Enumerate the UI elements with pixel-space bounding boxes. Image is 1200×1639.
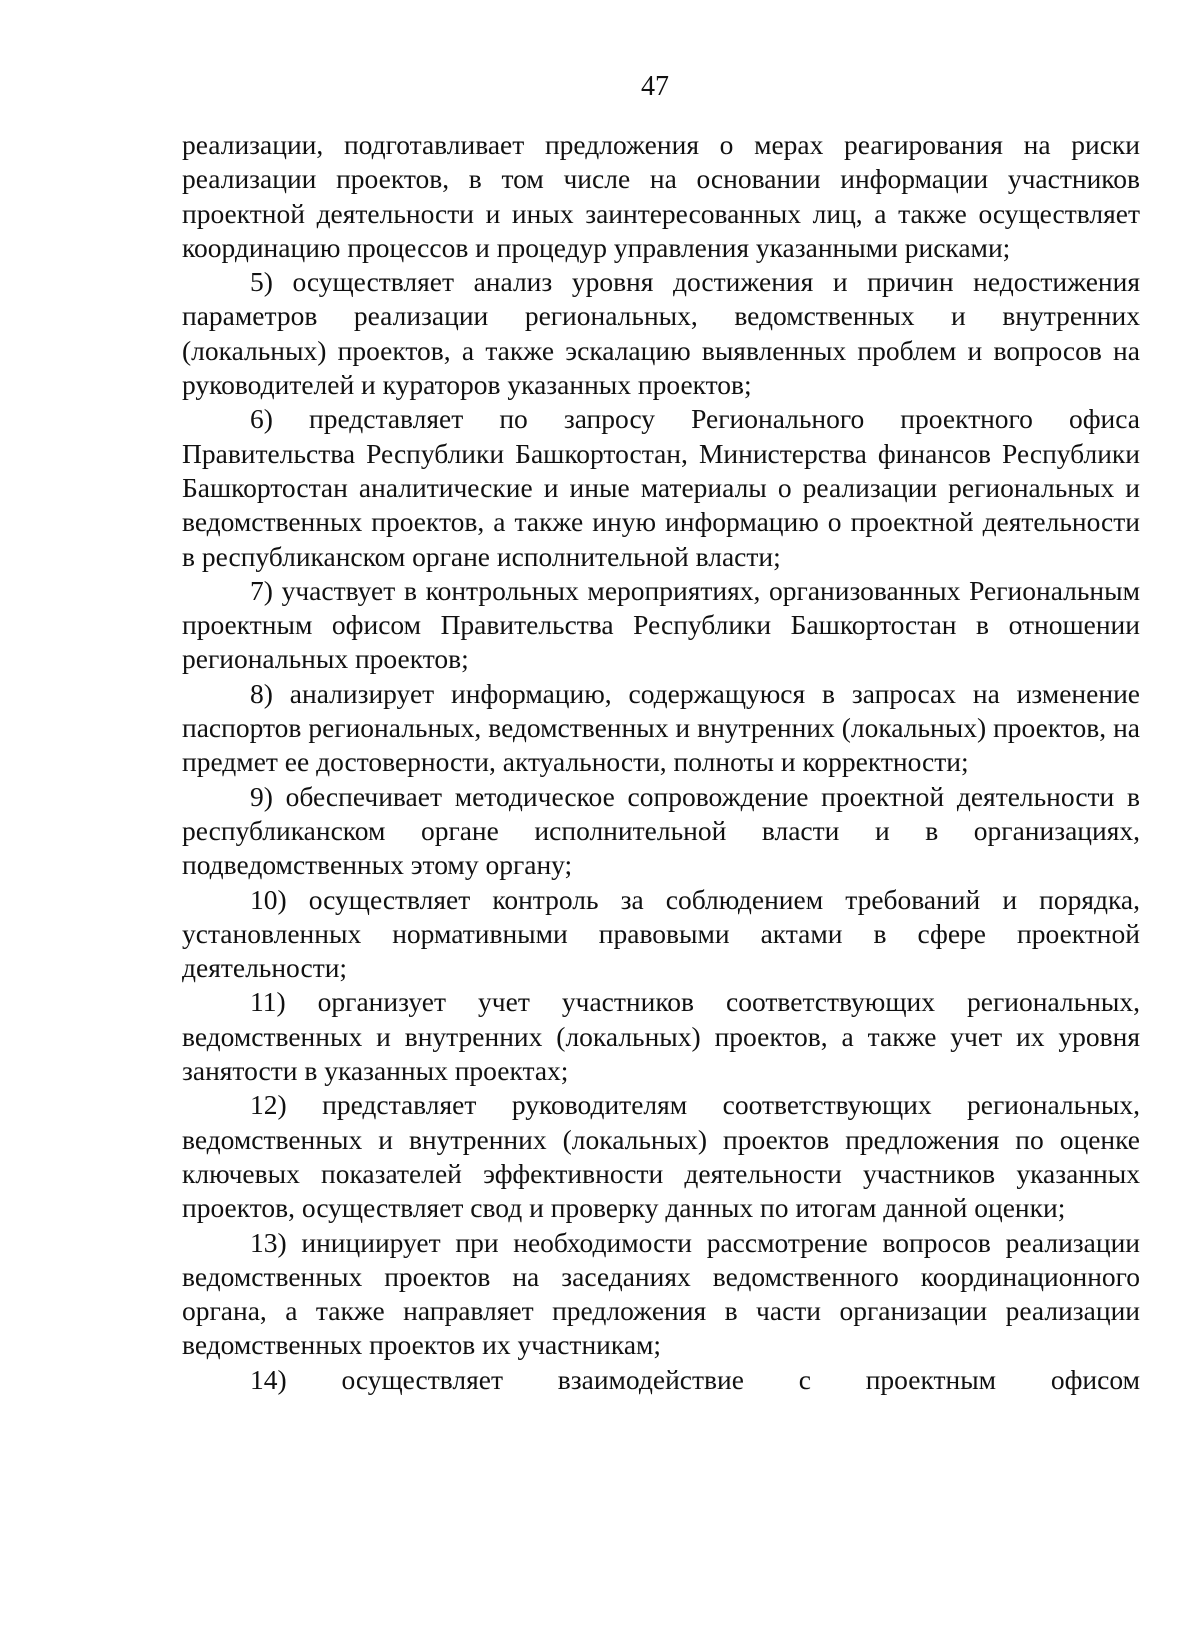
paragraph-item-7: 7) участвует в контрольных мероприятиях, организованных Региональным проектным офисом Правительства Республики Башкортостан в отношении региональных проектов;	[182, 574, 1140, 675]
page-number: 47	[641, 71, 669, 102]
paragraph-item-14: 14) осуществляет взаимодействие с проектным офисом	[250, 1363, 1140, 1395]
document-body	[182, 128, 1140, 1397]
paragraph-item-13: 13) инициирует при необходимости рассмотрение вопросов реализации ведомственных проектов на заседаниях ведомственного координационного органа, а также направляет предложения в части организации реализации ведомственных проектов их участникам;	[182, 1226, 1140, 1361]
paragraph-item-11: 11) организует учет участников соответствующих региональных, ведомственных и внутренних (локальных) проектов, а также учет их уровня занятости в указанных проектах;	[182, 986, 1140, 1087]
paragraph-item-12: 12) представляет руководителям соответствующих региональных, ведомственных и внутренних (локальных) проектов предложения по оценке ключевых показателей эффективности деятельности участников указанных проектов, осуществляет свод и проверку данных по итогам данной оценки;	[182, 1089, 1140, 1224]
paragraph-item-10: 10) осуществляет контроль за соблюдением требований и порядка, установленных нормативными правовыми актами в сфере проектной деятельности;	[182, 883, 1140, 984]
paragraph-item-6: 6) представляет по запросу Регионального проектного офиса Правительства Республики Башкортостан, Министерства финансов Республики Башкортостан аналитические и иные материалы о реализации региональных и ведомственных проектов, а также иную информацию о проектной деятельности в республиканском органе исполнительной власти;	[182, 403, 1140, 572]
paragraph-continuation: реализации, подготавливает предложения о мерах реагирования на риски реализации проектов, в том числе на основании информации участников проектной деятельности и иных заинтересованных лиц, а также осуществляет координацию процессов и процедур управления указанными рисками;	[182, 129, 1140, 263]
paragraph-item-5: 5) осуществляет анализ уровня достижения и причин недостижения параметров реализации региональных, ведомственных и внутренних (локальных) проектов, а также эскалацию выявленных проблем и вопросов на руководителей и кураторов указанных проектов;	[182, 266, 1140, 401]
paragraph-item-9: 9) обеспечивает методическое сопровождение проектной деятельности в республиканском органе исполнительной власти и в организациях, подведомственных этому органу;	[182, 780, 1140, 881]
paragraph-item-8: 8) анализирует информацию, содержащуюся в запросах на изменение паспортов региональных, ведомственных и внутренних (локальных) проектов, на предмет ее достоверности, актуальности, полноты и корректности;	[182, 677, 1140, 778]
